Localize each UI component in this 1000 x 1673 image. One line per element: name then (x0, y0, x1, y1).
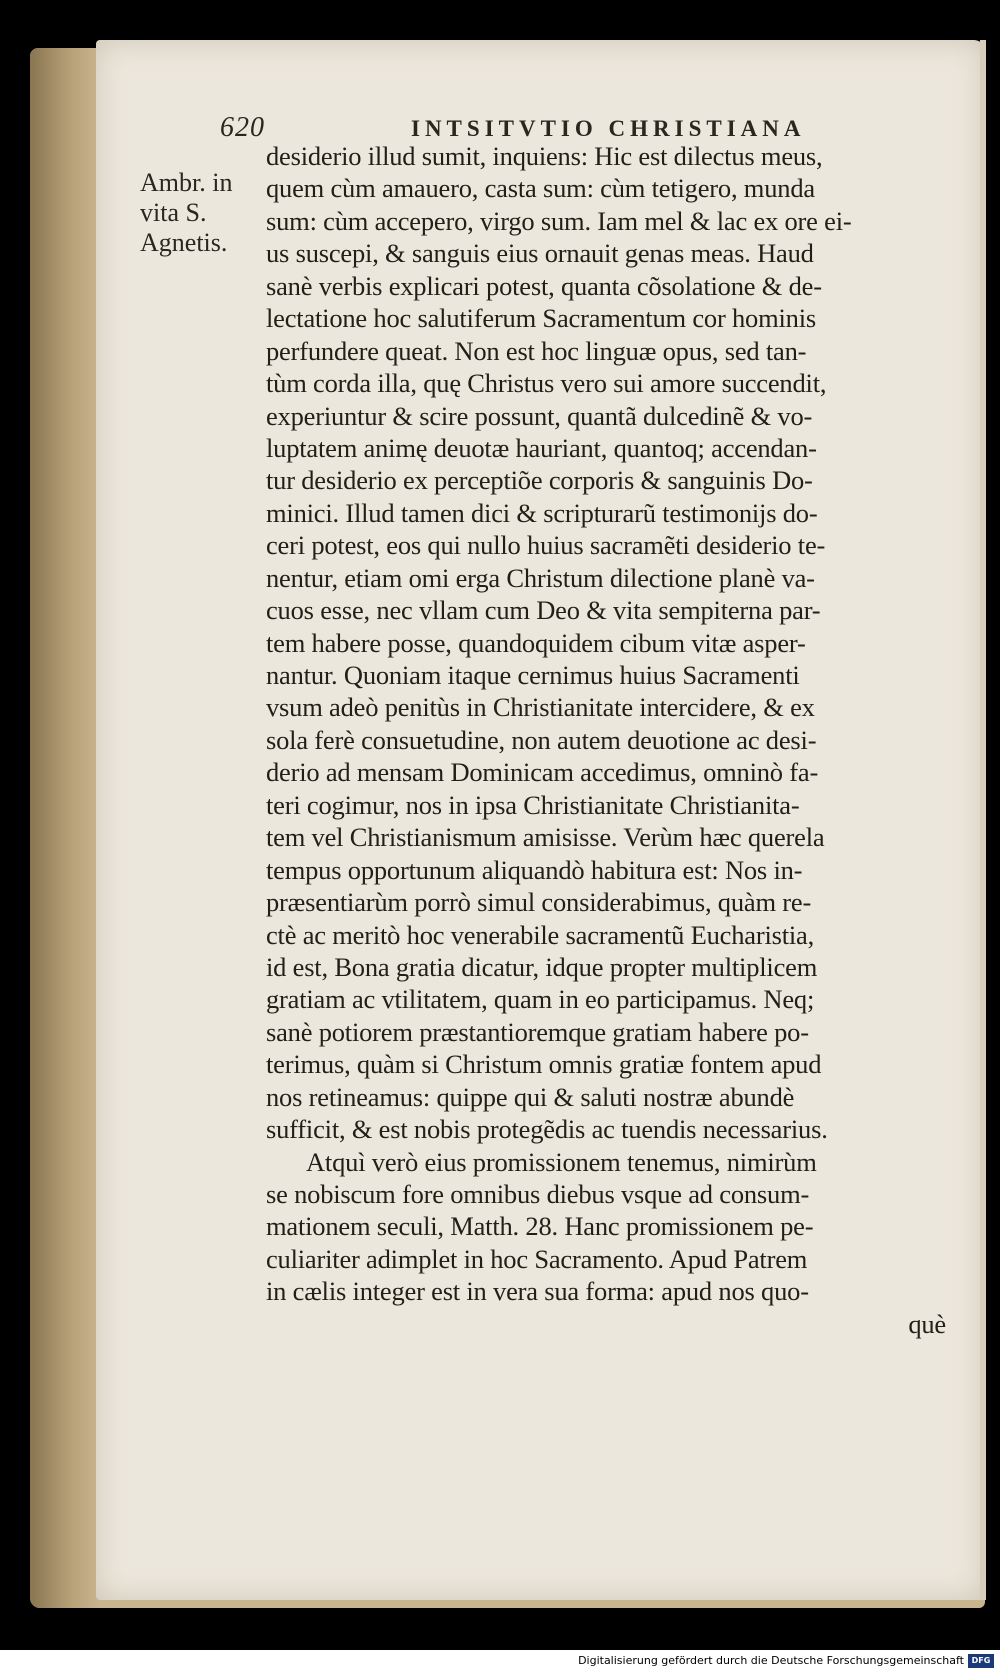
marginal-note-line: Ambr. in (140, 168, 233, 197)
text-line: in cælis integer est in vera sua forma: apud nos quo- (266, 1276, 809, 1307)
page-edge (980, 40, 986, 1600)
text-line: nentur, etiam omi erga Christum dilectione planè va- (266, 562, 815, 593)
text-line: tem habere posse, quandoquidem cibum vitæ asper- (266, 627, 806, 658)
text-line: præsentiarùm porrò simul considerabimus, quàm re- (266, 887, 812, 918)
footer-bar (0, 1650, 1000, 1673)
text-line: ctè ac meritò hoc venerabile sacramentũ Eucharistia, (266, 919, 815, 950)
text-line: nos retineamus: quippe qui & saluti nostræ abundè (266, 1081, 795, 1112)
funding-credit: Digitalisierung gefördert durch die Deutsche Forschungsgemeinschaft (578, 1654, 964, 1667)
text-line: Atquì verò eius promissionem tenemus, nimirùm (306, 1146, 817, 1177)
running-title: INTSITVTIO CHRISTIANA (411, 116, 806, 141)
text-line: quem cùm amauero, casta sum: cùm tetigero, munda (266, 173, 815, 204)
marginal-note (140, 168, 265, 258)
text-line: perfundere queat. Non est hoc linguæ opus, sed tan- (266, 335, 807, 366)
text-line: culiariter adimplet in hoc Sacramento. Apud Patrem (266, 1243, 808, 1274)
marginal-note-line: vita S. (140, 198, 207, 227)
text-line: tempus opportunum aliquandò habitura est: Nos in- (266, 854, 803, 885)
text-line: sanè verbis explicari potest, quanta cõsolatione & de- (266, 270, 822, 301)
dfg-logo: DFG (968, 1654, 994, 1668)
text-line: experiuntur & scire possunt, quantã dulcedinẽ & vo- (266, 400, 813, 431)
text-line: se nobiscum fore omnibus diebus vsque ad consum- (266, 1179, 810, 1209)
text-line: luptatem animę deuotæ hauriant, quantoq; accendan- (266, 432, 817, 463)
text-line: tem vel Christianismum amisisse. Verùm hæc querela (266, 822, 825, 853)
text-line: nantur. Quoniam itaque cernimus huius Sacramenti (266, 660, 800, 690)
spine-shadow (30, 48, 100, 1608)
text-line: sum: cùm accepero, virgo sum. Iam mel & lac ex ore ei- (266, 205, 852, 236)
text-line: desiderio illud sumit, inquiens: Hic est dilectus meus, (266, 141, 823, 171)
text-line: cuos esse, nec vllam cum Deo & vita sempiterna par- (266, 595, 821, 626)
text-line: terimus, quàm si Christum omnis gratiæ fontem apud (266, 1049, 822, 1080)
text-line: gratiam ac vtilitatem, quam in eo participamus. Neq; (266, 984, 815, 1015)
text-line: mationem seculi, Matth. 28. Hanc promissionem pe- (266, 1211, 814, 1242)
text-line: teri cogimur, nos in ipsa Christianitate Christianita- (266, 789, 800, 820)
text-line: tur desiderio ex perceptiõe corporis & sanguinis Do- (266, 465, 813, 496)
body-text (266, 140, 946, 1340)
text-line: tùm corda illa, quę Christus vero sui amore succendit, (266, 368, 827, 399)
text-line: sufficit, & est nobis protegẽdis ac tuendis necessarius. (266, 1114, 828, 1145)
text-line: derio ad mensam Dominicam accedimus, omninò fa- (266, 757, 819, 788)
text-line: us suscepi, & sanguis eius ornauit genas meas. Haud (266, 238, 814, 269)
marginal-note-line: Agnetis. (140, 228, 228, 257)
text-line: lectatione hoc salutiferum Sacramentum cor hominis (266, 303, 817, 334)
text-line: sanè potiorem præstantioremque gratiam habere po- (266, 1016, 809, 1047)
text-line: id est, Bona gratia dicatur, idque propter multiplicem (266, 951, 818, 982)
text-line: vsum adeò penitùs in Christianitate intercidere, & ex (266, 692, 815, 723)
text-line: minici. Illud tamen dici & scripturarũ testimonijs do- (266, 497, 818, 528)
text-line: sola ferè consuetudine, non autem deuotione ac desi- (266, 724, 817, 755)
text-line: ceri potest, eos qui nullo huius sacramẽti desiderio te- (266, 530, 826, 561)
page-number: 620 (220, 112, 265, 143)
catchword: què (908, 1308, 946, 1339)
